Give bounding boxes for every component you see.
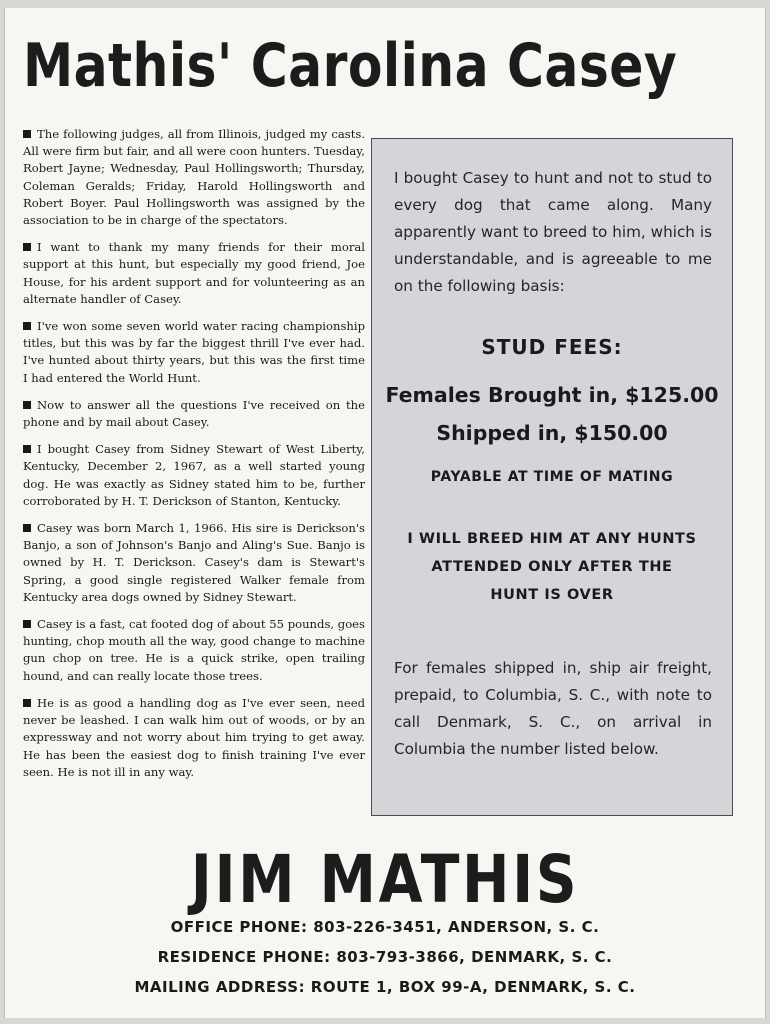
breed-line-2: ATTENDED ONLY AFTER THE <box>431 559 673 575</box>
article-column <box>23 126 365 791</box>
bullet-square-icon <box>23 401 31 409</box>
paragraph-titles: I've won some seven world water racing championship titles, but this was by far the biggest thrill I've ever had. I've hunted about thirty years, but this was the first time I had entered the World Hunt. <box>23 319 365 385</box>
fee-brought-in: Females Brought in, $125.00 <box>385 383 719 407</box>
breed-line-3: HUNT IS OVER <box>490 587 614 603</box>
document-page <box>4 8 766 1018</box>
bullet-square-icon <box>23 243 31 251</box>
bullet-square-icon <box>23 699 31 707</box>
paragraph-thanks: I want to thank my many friends for their moral support at this hunt, but especially my good friend, Joe House, for his ardent support and for volunteering as an alternate handler of Casey. <box>23 240 365 306</box>
residence-phone: RESIDENCE PHONE: 803-793-3866, DENMARK, S. C. <box>157 948 613 966</box>
paragraph-purchase: I bought Casey from Sidney Stewart of West Liberty, Kentucky, December 2, 1967, as a well started young dog. He was exactly as Sidney stated him to be, further corroborated by H. T. Derickson of Stanton, Kentucky. <box>23 442 365 508</box>
paragraph-description: Casey is a fast, cat footed dog of about 55 pounds, goes hunting, chop mouth all the way, good change to machine gun chop on tree. He is a quick strike, open trailing hound, and can really locate those trees. <box>23 617 365 683</box>
office-phone: OFFICE PHONE: 803-226-3451, ANDERSON, S. C. <box>170 918 600 936</box>
bullet-square-icon <box>23 322 31 330</box>
box-intro: I bought Casey to hunt and not to stud to every dog that came along. Many apparently want to breed to him, which is understandable, and is agreeable to me on the following basis: <box>394 169 712 295</box>
payable-note: PAYABLE AT TIME OF MATING <box>430 469 674 485</box>
stud-fees-heading: STUD FEES: <box>481 335 623 359</box>
bullet-square-icon <box>23 524 31 532</box>
bullet-square-icon <box>23 130 31 138</box>
paragraph-handling: He is as good a handling dog as I've ever seen, need never be leashed. I can walk him out of woods, or by an expressway and not worry about him trying to get away. He has been the easiest dog to finish training I've ever seen. He is not ill in any way. <box>23 695 365 779</box>
fee-shipped-in: Shipped in, $150.00 <box>436 421 668 445</box>
paragraph-questions: Now to answer all the questions I've received on the phone and by mail about Casey. <box>23 397 365 430</box>
owner-name: JIM MATHIS <box>190 841 580 918</box>
page-title: Mathis' Carolina Casey <box>23 31 678 101</box>
stud-fee-box <box>371 138 733 816</box>
breed-line-1: I WILL BREED HIM AT ANY HUNTS <box>407 531 697 547</box>
paragraph-pedigree: Casey was born March 1, 1966. His sire is Derickson's Banjo, a son of Johnson's Banjo and Aling's Sue. Banjo is owned by H. T. Derickson. Casey's dam is Stewart's Spring, a good single registered Walker female from Kentucky area dogs owned by Sidney Stewart. <box>23 521 365 604</box>
paragraph-judges: The following judges, all from Illinois, judged my casts. All were firm but fair, and all were coon hunters. Tuesday, Robert Jayne; Wednesday, Paul Hollingsworth; Thursday, Coleman Geralds; Friday, Harold Hollingsworth and Robert Boyer. Paul Hollingsworth was assigned by the association to be in charge of the spectators. <box>23 127 365 228</box>
mailing-address: MAILING ADDRESS: ROUTE 1, BOX 99-A, DENMARK, S. C. <box>134 978 636 996</box>
box-shipping-note: For females shipped in, ship air freight, prepaid, to Columbia, S. C., with note to call Denmark, S. C., on arrival in Columbia the number listed below. <box>394 659 712 758</box>
bullet-square-icon <box>23 445 31 453</box>
bullet-square-icon <box>23 620 31 628</box>
